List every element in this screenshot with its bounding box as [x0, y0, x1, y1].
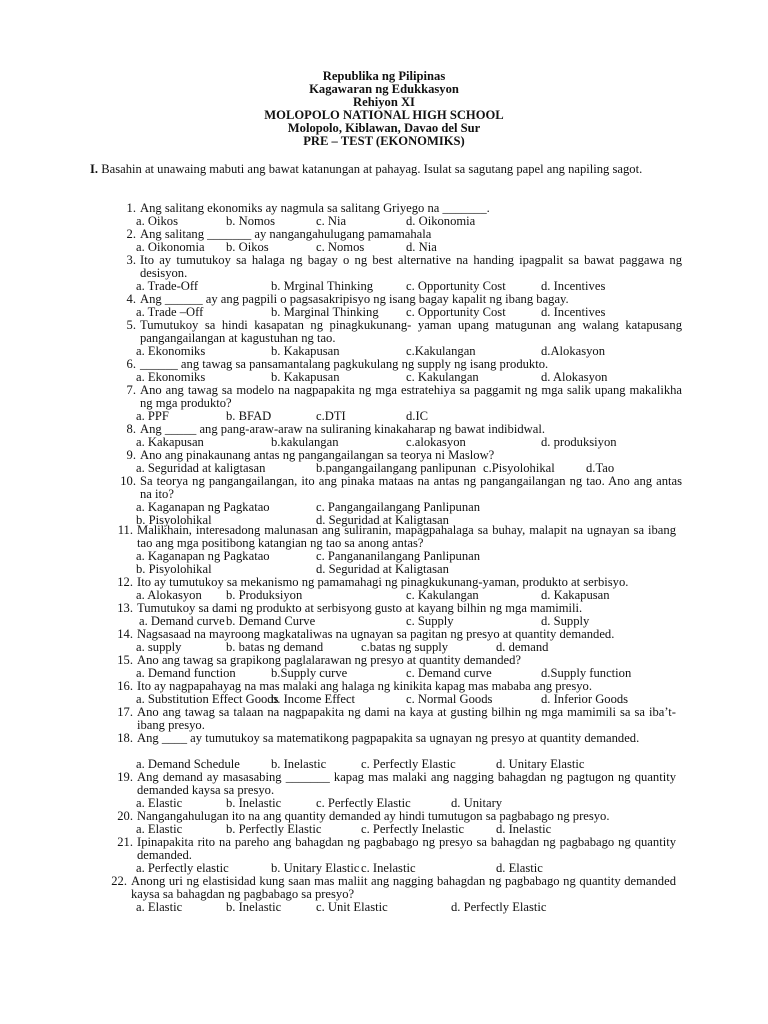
question-number: 10. [120, 474, 136, 488]
answer-choice: d. Oikonomia [406, 214, 476, 228]
answer-choice: d. Unitary [451, 796, 503, 810]
question-number: 19. [117, 770, 133, 784]
answer-choice: c. Supply [406, 614, 454, 628]
answer-choice: a. supply [136, 640, 182, 654]
answer-choice: c. Demand curve [406, 666, 492, 680]
answer-choice: b. Inelastic [226, 900, 282, 914]
question-number: 15. [117, 653, 133, 667]
question-number: 12. [117, 575, 133, 589]
question-number: 2. [126, 227, 136, 241]
question-text: Ang _____ ang pang-araw-araw na suliraning kinakaharap ng bawat indibidwal. [140, 422, 545, 436]
answer-choice: c. Inelastic [361, 861, 416, 875]
answer-choice: b. Marginal Thinking [271, 305, 379, 319]
answer-choice: d. Inferior Goods [541, 692, 629, 706]
question-number: 7. [126, 383, 136, 397]
answer-choice: c. Kakulangan [406, 370, 479, 384]
question-text: Nagsasaad na mayroong magkataliwas na ugnayan sa pagitan ng presyo at quantity demanded. [137, 627, 615, 641]
answer-choice: d.IC [406, 409, 429, 423]
answer-choice: b. batas ng demand [226, 640, 324, 654]
answer-choice: c. Pangangailangang Panlipunan [316, 500, 481, 514]
answer-choice: d.Supply function [541, 666, 632, 680]
instructions-text: Basahin at unawaing mabuti ang bawat katanungan at pahayag. Isulat sa sagutang papel ang napiling sagot. [101, 162, 643, 176]
answer-choice: c. Perfectly Elastic [361, 757, 456, 771]
answer-choice: b. Unitary Elastic [271, 861, 360, 875]
answer-choice: b. Kakapusan [271, 370, 340, 384]
answer-choice: d. produksiyon [541, 435, 617, 449]
answer-choice: c. Opportunity Cost [406, 279, 506, 293]
answer-choice: a. Ekonomiks [136, 370, 206, 384]
answer-choice: d. Inelastic [496, 822, 552, 836]
answer-choice: c.batas ng supply [361, 640, 449, 654]
question-text: Sa teorya ng pangangailangan, ito ang pinaka mataas na antas ng pangangailangan ng tao. Ano ang antas na ito? [140, 474, 682, 501]
question-number: 17. [117, 705, 133, 719]
question-number: 13. [117, 601, 133, 615]
question-text: Ano ang pinakaunang antas ng pangangailangan sa teorya ni Maslow? [140, 448, 495, 462]
answer-choice: b.kakulangan [271, 435, 339, 449]
answer-choice: a. Kaganapan ng Pagkatao [136, 549, 270, 563]
answer-choice: b. Oikos [226, 240, 269, 254]
answer-choice: a. Seguridad at kaligtasan [136, 461, 266, 475]
answer-choice: c.Pisyolohikal [483, 461, 555, 475]
answer-choice: d. Nia [406, 240, 437, 254]
question-number: 5. [126, 318, 136, 332]
answer-choice: d. Unitary Elastic [496, 757, 585, 771]
question-text: Ito ay tumutukoy sa halaga ng bagay o ng best alternative na handing ipagpalit sa bawat paggawa ng desisyon. [140, 253, 682, 280]
answer-choice: b. Pisyolohikal [136, 562, 212, 576]
answer-choice: c. Unit Elastic [316, 900, 388, 914]
answer-choice: a. Demand function [136, 666, 236, 680]
answer-choice: a. Alokasyon [136, 588, 202, 602]
question-text: Ang ______ ay ang pagpili o pagsasakripisyo ng isang bagay kapalit ng ibang bagay. [140, 292, 569, 306]
answer-choice: a. Kaganapan ng Pagkatao [136, 500, 270, 514]
question-number: 18. [117, 731, 133, 745]
answer-choice: d. Incentives [541, 305, 606, 319]
answer-choice: a. Oikos [136, 214, 178, 228]
answer-choice: a. Oikonomia [136, 240, 205, 254]
question-text: Ipinapakita rito na pareho ang bahagdan ng pagbabago ng presyo sa bahagdan ng pagbabago ng quantity demanded. [137, 835, 676, 862]
header-line-6: PRE – TEST (EKONOMIKS) [303, 134, 465, 148]
question-text: Ang salitang _______ ay nangangahulugang pamamahala [140, 227, 432, 241]
answer-choice: a. Elastic [136, 796, 183, 810]
answer-choice: c. Perfectly Elastic [316, 796, 411, 810]
answer-choice: c. Perfectly Inelastic [361, 822, 465, 836]
question-number: 4. [126, 292, 136, 306]
question-text: Ano ang tawag sa modelo na nagpapakita ng mga estratehiya sa paggamit ng mga salik upang makalikha ng mga produkto? [140, 383, 682, 410]
answer-choice: b. Inelastic [226, 796, 282, 810]
question-text: Tumutukoy sa dami ng produkto at serbisyong gusto at kayang bilhin ng mga mamimili. [137, 601, 583, 615]
question-text: Ano ang tawag sa talaan na nagpapakita ng dami na kaya at gusting bilhin ng mga mamimili sa sa iba’t-ibang presyo. [137, 705, 676, 732]
question-text: ______ ang tawag sa pansamantalang pagkukulang ng supply ng isang produkto. [140, 357, 549, 371]
answer-choice: c.Kakulangan [406, 344, 476, 358]
answer-choice: b. Produksiyon [226, 588, 303, 602]
answer-choice: c. Normal Goods [406, 692, 493, 706]
question-number: 11. [117, 523, 133, 537]
answer-choice: a. Substitution Effect Goods [136, 692, 279, 706]
question-number: 20. [117, 809, 133, 823]
question-number: 1. [126, 201, 136, 215]
question-number: 21. [117, 835, 133, 849]
answer-choice: d.Tao [586, 461, 615, 475]
answer-choice: b.Supply curve [271, 666, 348, 680]
answer-choice: c. Opportunity Cost [406, 305, 506, 319]
question-text: Ang demand ay masasabing _______ kapag mas malaki ang nagging bahagdan ng pagtugon ng quantity demanded kaysa sa presyo. [137, 770, 676, 797]
answer-choice: d.Alokasyon [541, 344, 606, 358]
header-line-2: Kagawaran ng Edukkasyon [309, 82, 459, 96]
answer-choice: a. Perfectly elastic [136, 861, 229, 875]
answer-choice: c. Pangananilangang Panlipunan [316, 549, 481, 563]
answer-choice: a. Ekonomiks [136, 344, 206, 358]
instructions [90, 163, 678, 176]
answer-choice: d. Kakapusan [541, 588, 610, 602]
question-text: Ang ____ ay tumutukoy sa matematikong pagpapakita sa ugnayan ng presyo at quantity demanded. [137, 731, 640, 745]
header-line-3: Rehiyon XI [353, 95, 415, 109]
answer-choice: c. Nia [316, 214, 347, 228]
header-line-4: MOLOPOLO NATIONAL HIGH SCHOOL [264, 108, 504, 122]
question-text: Ito ay tumutukoy sa mekanismo ng pamamahagi ng pinagkukunang-yaman, produkto at serbisyo. [137, 575, 629, 589]
answer-choice: a. Kakapusan [136, 435, 204, 449]
answer-choice: a. Demand Schedule [136, 757, 240, 771]
answer-choice: b.pangangailangang panlipunan [316, 461, 477, 475]
answer-choice: c. Nomos [316, 240, 365, 254]
answer-choice: c.DTI [316, 409, 346, 423]
answer-choice: a. PPF [136, 409, 169, 423]
answer-choice: d. Incentives [541, 279, 606, 293]
answer-choice: b. Inelastic [271, 757, 327, 771]
question-number: 14. [117, 627, 133, 641]
answer-choice: d. Seguridad at Kaligtasan [316, 513, 449, 527]
question-number: 22. [111, 874, 127, 888]
answer-choice: a. Elastic [136, 900, 183, 914]
document-header [0, 70, 768, 148]
answer-choice: d. Elastic [496, 861, 543, 875]
question-number: 9. [126, 448, 136, 462]
answer-choice: b. Kakapusan [271, 344, 340, 358]
answer-choice: d. Perfectly Elastic [451, 900, 547, 914]
header-line-1: Republika ng Pilipinas [322, 69, 446, 83]
answer-choice: a. Trade-Off [136, 279, 199, 293]
header-line-5: Molopolo, Kiblawan, Davao del Sur [287, 121, 481, 135]
question-number: 3. [126, 253, 136, 267]
section-numeral: I. [90, 162, 99, 176]
answer-choice: d. demand [496, 640, 549, 654]
answer-choice: b. Demand Curve [226, 614, 316, 628]
question-text: Ito ay nagpapahayag na mas malaki ang halaga ng kinikita kapag mas mababa ang presyo. [137, 679, 592, 693]
answer-choice: a. Demand curve [139, 614, 225, 628]
answer-choice: b. Pisyolohikal [136, 513, 212, 527]
question-text: Malikhain, interesadong malunasan ang suliranin, mapagpahalaga sa buhay, malapit na ugnayan sa ibang tao ang mga positibong katangian ng tao sa anong antas? [137, 523, 676, 550]
answer-choice: a. Trade –Off [136, 305, 204, 319]
answer-choice: c. Kakulangan [406, 588, 479, 602]
answer-choice: d. Alokasyon [541, 370, 608, 384]
answer-choice: d. Supply [541, 614, 590, 628]
question-text: Tumutukoy sa hindi kasapatan ng pinagkukunang- yaman upang matugunan ang walang katapusang pangangailangan at kagustuhan ng tao. [140, 318, 682, 345]
answer-choice: b. Perfectly Elastic [226, 822, 322, 836]
question-number: 16. [117, 679, 133, 693]
answer-choice: d. Seguridad at Kaligtasan [316, 562, 449, 576]
answer-choice: c.alokasyon [406, 435, 466, 449]
question-text: Anong uri ng elastisidad kung saan mas maliit ang nagging bahagdan ng pagbabago ng quantity demanded kaysa sa bahagdan ng pagbabago sa presyo? [131, 874, 676, 901]
answer-choice: b. BFAD [226, 409, 272, 423]
answer-choice: b. Nomos [226, 214, 275, 228]
question-text: Nangangahulugan ito na ang quantity demanded ay hindi tumutugon sa pagbabago ng presyo. [137, 809, 610, 823]
question-text: Ang salitang ekonomiks ay nagmula sa salitang Griyego na _______. [140, 201, 490, 215]
question-text: Ano ang tawag sa grapikong paglalarawan ng presyo at quantity demanded? [137, 653, 521, 667]
answer-choice: b. Mrginal Thinking [271, 279, 374, 293]
answer-choice: b. Income Effect [271, 692, 356, 706]
answer-choice: a. Elastic [136, 822, 183, 836]
question-number: 8. [126, 422, 136, 436]
question-number: 6. [126, 357, 136, 371]
